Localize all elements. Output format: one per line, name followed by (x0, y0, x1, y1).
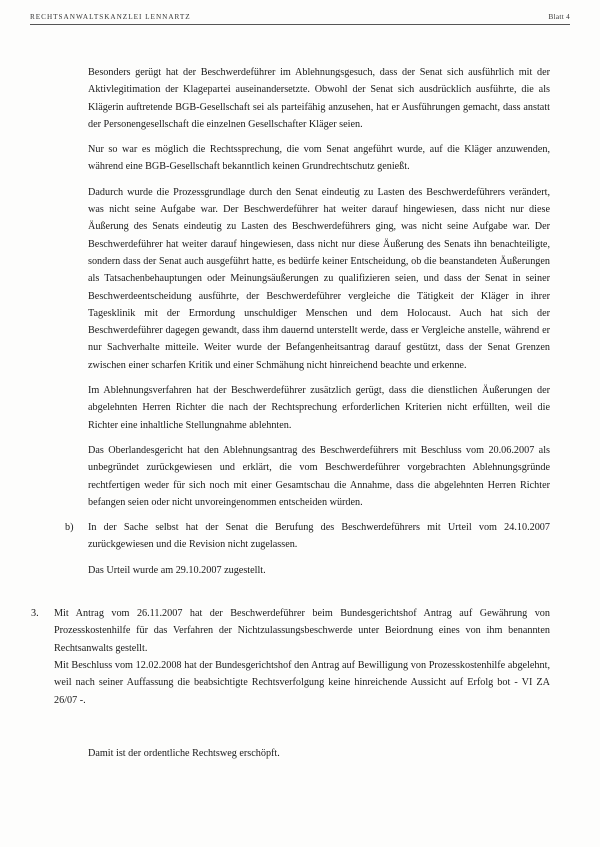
paragraph: Im Ablehnungsverfahren hat der Beschwerdeführer zusätzlich gerügt, dass die dienstlichen Äußerungen der abgelehnten Herren Richter die nach der Rechtsprechung erforderlichen Kriterien nicht erfüllten, weil die Richter eine inhaltliche Stellungnahme ablehnten. (88, 385, 550, 431)
list-marker: 3. (31, 608, 39, 620)
page-header (30, 10, 570, 25)
document-body (31, 64, 550, 770)
closing-sentence: Damit ist der ordentliche Rechtsweg erschöpft. (88, 747, 280, 759)
list-item-b (65, 519, 550, 554)
list-item-text: In der Sache selbst hat der Senat die Berufung des Beschwerdeführers mit Urteil vom 24.10.2007 zurückgewiesen und die Revision nicht zugelassen. (88, 522, 550, 551)
sheet-number: Blatt 4 (548, 13, 570, 21)
paragraph: Das Urteil wurde am 29.10.2007 zugestellt. (88, 564, 266, 576)
list-marker: b) (65, 522, 74, 534)
firm-name: RECHTSANWALTSKANZLEI LENNARTZ (30, 13, 191, 21)
list-item-text: Mit Antrag vom 26.11.2007 hat der Beschwerdeführer beim Bundesgerichtshof Antrag auf Gewährung von Prozesskostenhilfe für das Verfahren der Nichtzulassungsbeschwerde unter Beiordnung eines von ihm benannten Rechtsanwalts gestellt. (54, 608, 550, 654)
paragraph: Das Oberlandesgericht hat den Ablehnungsantrag des Beschwerdeführers mit Beschluss vom 20.06.2007 als unbegründet zurückgewiesen und erklärt, die vom Beschwerdeführer vorgebrachten Ablehnungsgründe rechtfertigen weder für sich noch mit einer Gesamtschau die Annahme, dass die abgelehnten Herren Richter befangen seien oder nicht unvoreingenommen entscheiden würden. (88, 444, 550, 508)
list-item-3 (31, 605, 550, 709)
list-item-text: Mit Beschluss vom 12.02.2008 hat der Bundesgerichtshof den Antrag auf Bewilligung von Prozesskostenhilfe abgelehnt, weil nach seiner Auffassung die beabsichtigte Rechtsverfolgung keine hinreichende Aussicht auf Erfolg bot - VI ZA 26/07 -. (54, 659, 550, 706)
paragraph: Besonders gerügt hat der Beschwerdeführer im Ablehnungsgesuch, dass der Senat sich ausführlich mit der Aktivlegitimation der Klagepartei auseinandersetzte. Obwohl der Senat sich ausdrücklich ausführte, die als Klägerin auftretende BGB-Gesellschaft sei als parteifähig anzusehen, hat er Ausführungen gemacht, dass anstatt der Personengesellschaft die einzelnen Gesellschafter Kläger seien. (88, 67, 550, 130)
paragraph: Nur so war es möglich die Rechtssprechung, die vom Senat angeführt wurde, auf die Kläger anzuwenden, während eine BGB-Gesellschaft bekanntlich keinen Grundrechtschutz genießt. (88, 144, 550, 173)
paragraph: Dadurch wurde die Prozessgrundlage durch den Senat eindeutig zu Lasten des Beschwerdeführers verändert, was nicht seine Aufgabe war. Der Beschwerdeführer hat weiter darauf hingewiesen, dass nicht nur diese Äußerung des Senats eindeutig zu Lasten des Beschwerdeführers ging, was nicht seine Aufgabe war. Der Beschwerdeführer hat weiter darauf hingewiesen, dass nicht nur diese Äußerung des Senats ihn benachteiligte, sondern dass der Senat auch ausgeführt hatte, es bedürfe keiner Entscheidung, ob die beanstandeten Äußerungen als Tatsachenbehauptungen oder Meinungsäußerungen zu qualifizieren seien, und dass der Senat in seiner Beschwerdeentscheidung ausführte, der Beschwerdeführer vergleiche die Tätigkeit der Kläger in ihrer Tagesklinik mit der Ermordung unschuldiger Menschen und dem Holocaust. Auch hat sich der Beschwerdeführer dagegen gewandt, dass ihm dauernd unterstellt werde, dass er Vergleiche anstelle, während er nur Sachverhalte mitteile. Weiter wurde der Befangenheitsantrag darauf gestützt, dass der Senat Grenzen zwischen einer scharfen Kritik und einer Schmähung nicht hinreichend beachte und erkenne. (88, 186, 550, 371)
